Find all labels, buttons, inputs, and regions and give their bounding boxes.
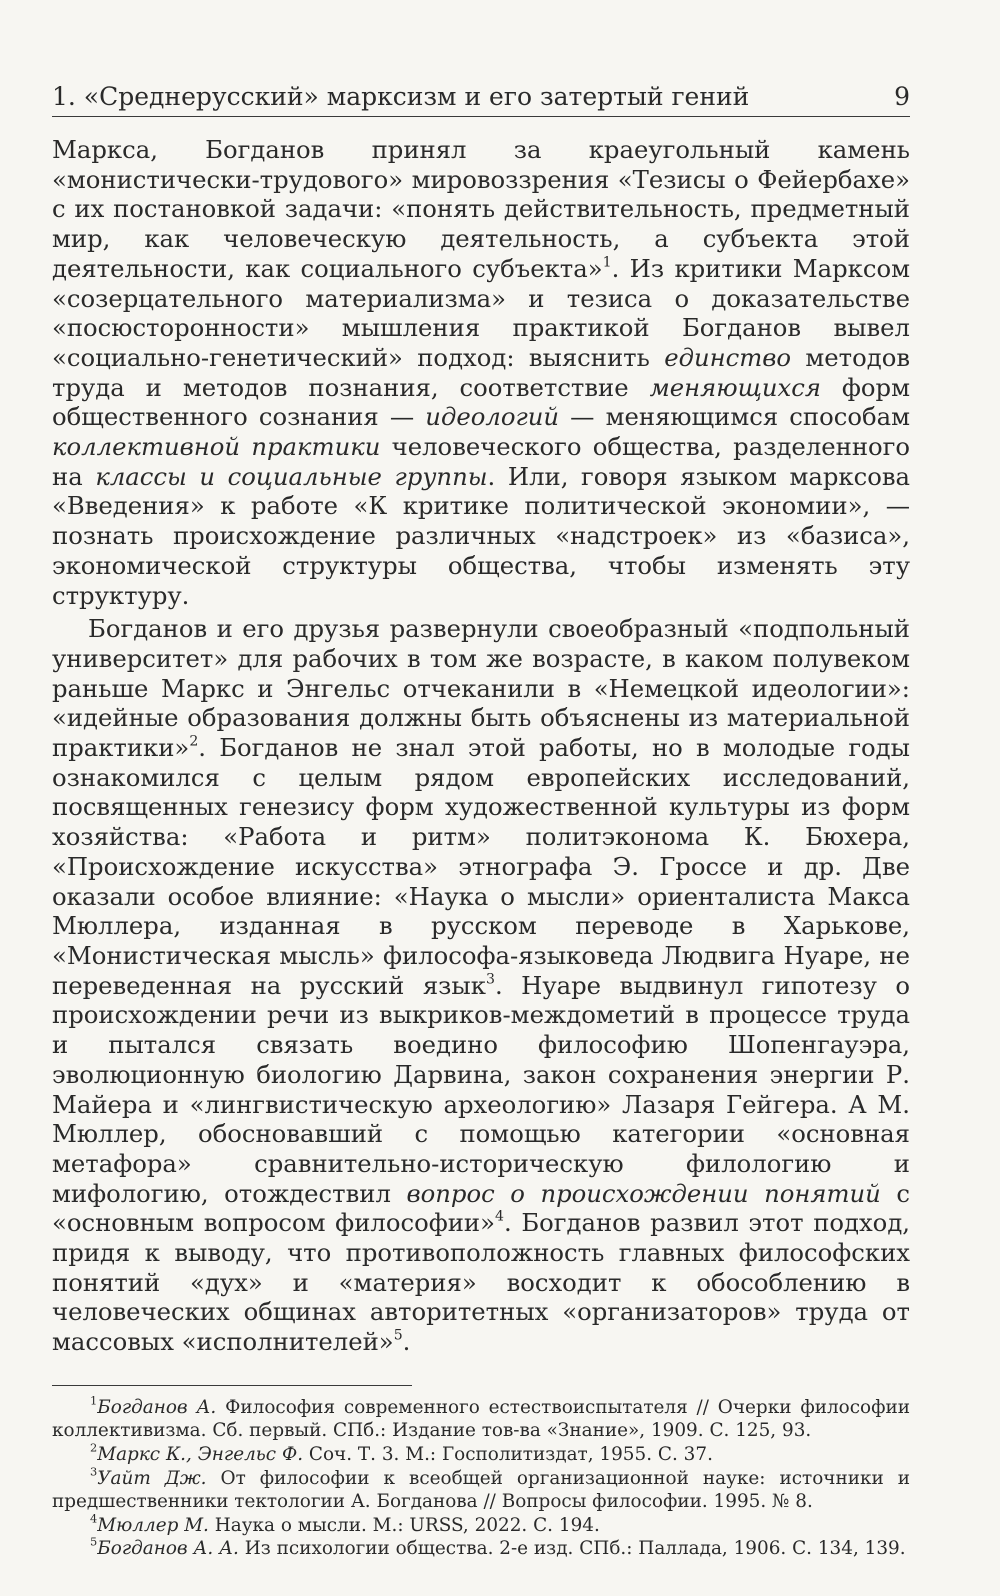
footnote-text: Из психологии общества. 2-е изд. СПб.: Паллада, 1906. С. 134, 139. [238, 1538, 906, 1560]
text-run: с «основным вопросом философии» [52, 1178, 910, 1238]
footnote-marker: 3 [90, 1464, 98, 1479]
footnote-ref: 2 [189, 733, 199, 750]
footnote-author: Мюллер М. [97, 1514, 209, 1536]
text-run: Богданов и его друзья развернули своеобразный «подпольный университет» для рабочих в том же возрасте, в каком полувеком раньше Маркс и Энгельс отчеканили в «Немецкой идеологии»: «идейные образования должны быть объяснены из материальной практики» [52, 614, 910, 763]
text-run: . Или, говоря языком марксова «Введения» к работе «К критике политической экономии», — познать происхождение различных «надстроек» из «базиса», экономической структуры общества, чтобы изменять эту структуру. [52, 461, 911, 610]
main-text [52, 135, 910, 1357]
text-run: . Нуаре выдвинул гипотезу о происхождении речи из выкриков-междометий в процессе труда и пытался связать воедино философию Шопенгауэра, эволюционную биологию Дарвина, закон сохранения энергии Р. Майера и «лингвистическую археологию» Лазаря Гейгера. А М. Мюллер, обосновавший с помощью категории «основная метафора» сравнительно-историческую филологию и мифологию, отождествил [52, 970, 910, 1208]
text-run: методов труда и методов познания, соответствие [52, 342, 910, 402]
footnote-marker: 5 [90, 1534, 98, 1549]
footnote-3 [52, 1464, 910, 1514]
footnote-ref: 1 [602, 254, 612, 271]
footnote-author: Богданов А. А. [97, 1538, 239, 1560]
footnote-2 [52, 1440, 910, 1467]
footnote-marker: 2 [90, 1440, 98, 1455]
footnote-ref: 5 [393, 1327, 403, 1344]
footnotes [52, 1393, 911, 1561]
footnote-ref: 4 [494, 1208, 504, 1225]
footnote-marker: 1 [90, 1393, 98, 1408]
text-run: . Богданов развил этот подход, придя к выводу, что противоположность главных философских понятий «дух» и «материя» восходит к обособлению в человеческих общинах авторитетных «организаторов» труда от массовых «исполнителей» [52, 1208, 910, 1357]
page-number: 9 [894, 82, 910, 111]
footnote-text: Философия современного естествоиспытателя // Очерки философии коллективизма. Сб. первый. СПб.: Издание тов-ва «Знание», 1909. С. 125, 93. [52, 1396, 911, 1442]
footnote-4 [52, 1511, 910, 1538]
footnote-divider [52, 1385, 412, 1386]
emphasis-text: меняющихся [649, 372, 821, 402]
text-run: Маркса, Богданов принял за краеугольный камень «монистически-трудового» мировоззрения «Тезисы о Фейербахе» с их постановкой задачи: «понять действительность, предметный мир, как человеческую деятельность, а субъекта этой деятельности, как социального субъекта» [52, 135, 910, 283]
text-run: . [402, 1327, 411, 1357]
emphasis-text: единство [664, 342, 792, 372]
text-run: — меняющимся способам [559, 402, 910, 432]
footnote-text: От философии к всеобщей организационной науке: источники и предшественники тектологии А. Богданова // Вопросы философии. 1995. № 8. [52, 1467, 910, 1513]
emphasis-text: коллективной практики [52, 432, 381, 462]
footnote-ref: 3 [485, 971, 495, 988]
footnote-marker: 4 [90, 1511, 98, 1526]
text-run: . Из критики Марксом «созерцательного материализма» и тезиса о доказательстве «посюсторонности» мышления практикой Богданов вывел «социально-генетический» подход: выяснить [52, 253, 910, 372]
footnote-author: Богданов А. [97, 1396, 217, 1418]
emphasis-text: классы и социальные группы [95, 461, 488, 491]
chapter-title: 1. «Среднерусский» марксизм и его затертый гений [52, 82, 750, 111]
footnote-text: Наука о мысли. М.: URSS, 2022. С. 194. [208, 1514, 600, 1536]
text-run: . Богданов не знал этой работы, но в молодые годы ознакомился с целым рядом европейских исследований, посвященных генезису форм художественной культуры из форм хозяйства: «Работа и ритм» политэконома К. Бюхера, «Происхождение искусства» этнографа Э. Гроссе и др. Две оказали особое влияние: «Наука о мысли» ориенталиста Макса Мюллера, изданная в русском переводе в Харькове, «Монистическая мысль» философа-языковеда Людвига Нуаре, не переведенная на русский язык [52, 733, 910, 1000]
text-run: форм общественного сознания — [52, 372, 910, 432]
paragraph-2 [52, 614, 910, 1357]
text-run: человеческого общества, разделенного на [52, 432, 911, 491]
footnote-author: Маркс К., Энгельс Ф. [97, 1444, 304, 1466]
footnote-5 [52, 1534, 910, 1561]
running-header [52, 82, 910, 117]
emphasis-text: идеологий [425, 402, 560, 432]
emphasis-text: вопрос о происхождении понятий [406, 1178, 881, 1208]
footnote-text: Соч. Т. 3. М.: Госполитиздат, 1955. С. 37. [303, 1444, 713, 1466]
footnote-author: Уайт Дж. [97, 1467, 207, 1489]
footnote-1 [52, 1393, 911, 1443]
paragraph-1 [52, 135, 910, 610]
